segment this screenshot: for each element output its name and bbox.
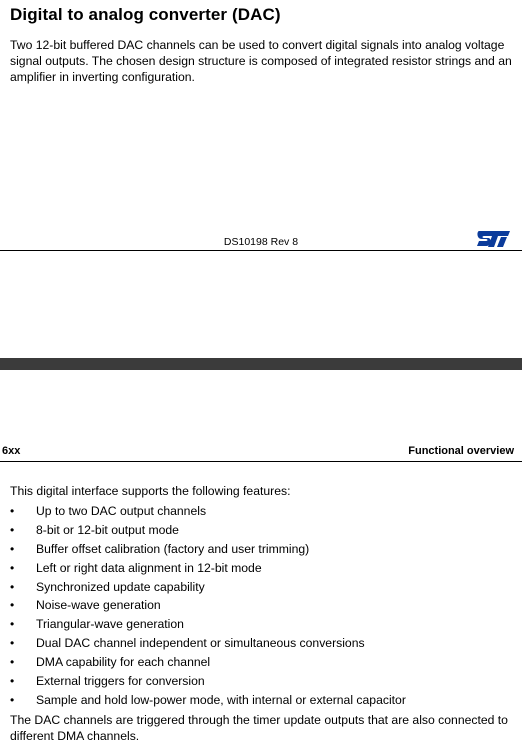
feature-text: Synchronized update capability (36, 579, 205, 594)
running-header-left: 6xx (2, 445, 21, 457)
list-item (0, 596, 406, 615)
intro-paragraph: Two 12-bit buffered DAC channels can be used to convert digital signals into analog voltage signal outputs. The chosen design structure is composed of integrated resistor strings and an amplifier in inverting configuration. (10, 38, 512, 84)
feature-text: Sample and hold low-power mode, with internal or external capacitor (36, 692, 406, 707)
page-break-bar (0, 358, 522, 370)
document-reference: DS10198 Rev 8 (223, 236, 299, 248)
bullet-icon: • (10, 636, 15, 651)
page-bottom (0, 370, 522, 756)
feature-text: 8-bit or 12-bit output mode (36, 522, 179, 537)
running-header-right: Functional overview (408, 445, 514, 457)
list-item (0, 672, 406, 691)
features-lead: This digital interface supports the following features: (10, 484, 291, 498)
list-item (0, 578, 406, 597)
bullet-icon: • (10, 541, 15, 556)
bullet-icon: • (10, 522, 15, 537)
bullet-icon: • (10, 655, 15, 670)
feature-text: Dual DAC channel independent or simultaneous conversions (36, 636, 365, 651)
bullet-icon: • (10, 504, 15, 518)
list-item (0, 540, 406, 559)
feature-list (0, 502, 406, 710)
section-title: Digital to analog converter (DAC) (10, 5, 281, 24)
list-item (0, 615, 406, 634)
header-rule (0, 461, 522, 462)
footer-rule (0, 250, 522, 251)
bullet-icon: • (10, 579, 15, 594)
list-item (0, 502, 406, 521)
list-item (0, 634, 406, 653)
st-logo-icon (476, 228, 512, 248)
feature-text: External triggers for conversion (36, 674, 205, 689)
list-item (0, 653, 406, 672)
list-item (0, 691, 406, 710)
bullet-icon: • (10, 692, 15, 707)
feature-text: Left or right data alignment in 12-bit mode (36, 560, 262, 575)
bullet-icon: • (10, 617, 15, 632)
feature-text: Up to two DAC output channels (36, 504, 207, 518)
feature-text: DMA capability for each channel (36, 655, 211, 670)
feature-text: Triangular-wave generation (36, 617, 184, 632)
page-top (0, 0, 522, 262)
feature-text: Noise-wave generation (36, 598, 161, 613)
list-item (0, 559, 406, 578)
bullet-icon: • (10, 674, 15, 689)
closing-paragraph: The DAC channels are triggered through the timer update outputs that are also connected to different DMA channels. (10, 713, 508, 743)
bullet-icon: • (10, 598, 15, 613)
feature-text: Buffer offset calibration (factory and user trimming) (36, 541, 310, 556)
bullet-icon: • (10, 560, 15, 575)
list-item (0, 521, 406, 540)
page-gap (0, 262, 522, 358)
